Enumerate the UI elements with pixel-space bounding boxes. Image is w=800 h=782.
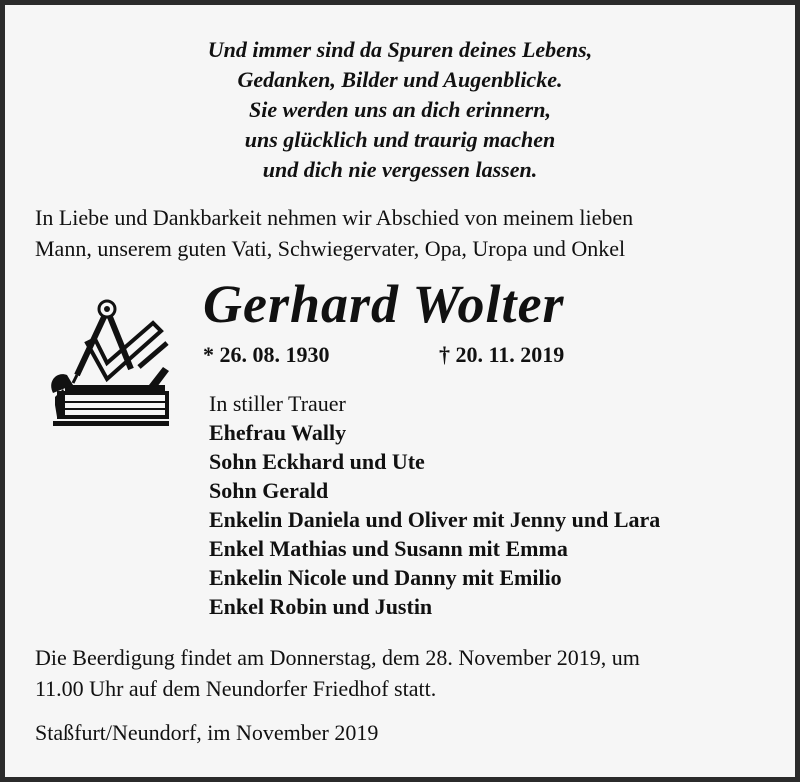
farewell-intro — [35, 202, 775, 264]
intro-line: Mann, unserem guten Vati, Schwiegervater, Opa, Uropa und Onkel — [35, 236, 626, 261]
place-and-date: Staßfurt/Neundorf, im November 2019 — [35, 720, 379, 745]
funeral-line: 11.00 Uhr auf dem Neundorfer Friedhof statt. — [35, 676, 437, 701]
memorial-poem — [5, 35, 795, 185]
mourner-entry: Enkel Mathias und Susann mit Emma — [209, 536, 568, 561]
birth-date: * 26. 08. 1930 — [203, 342, 330, 367]
mourners-list — [209, 389, 660, 621]
mourner-entry: Enkelin Nicole und Danny mit Emilio — [209, 565, 562, 590]
funeral-line: Die Beerdigung findet am Donnerstag, dem 28. November 2019, um — [35, 645, 640, 670]
deceased-name: Gerhard Wolter — [203, 274, 565, 334]
intro-line: In Liebe und Dankbarkeit nehmen wir Abschied von meinem lieben — [35, 205, 634, 230]
poem-line: uns glücklich und traurig machen — [244, 127, 556, 152]
mourner-entry: Enkel Robin und Justin — [209, 594, 433, 619]
mourner-entry: Ehefrau Wally — [209, 420, 347, 445]
death-date: † 20. 11. 2019 — [439, 342, 565, 367]
mourners-heading: In stiller Trauer — [209, 391, 346, 416]
mourner-entry: Enkelin Daniela und Oliver mit Jenny und Lara — [209, 507, 661, 532]
carpenter-tools-icon — [49, 297, 174, 429]
mourner-entry: Sohn Gerald — [209, 478, 329, 503]
mourner-entry: Sohn Eckhard und Ute — [209, 449, 425, 474]
poem-line: Und immer sind da Spuren deines Lebens, — [207, 37, 593, 62]
obituary-notice — [5, 5, 795, 777]
poem-line: Gedanken, Bilder und Augenblicke. — [237, 67, 563, 92]
funeral-info — [35, 642, 775, 704]
poem-line: Sie werden uns an dich erinnern, — [249, 97, 551, 122]
poem-line: und dich nie vergessen lassen. — [262, 157, 538, 182]
